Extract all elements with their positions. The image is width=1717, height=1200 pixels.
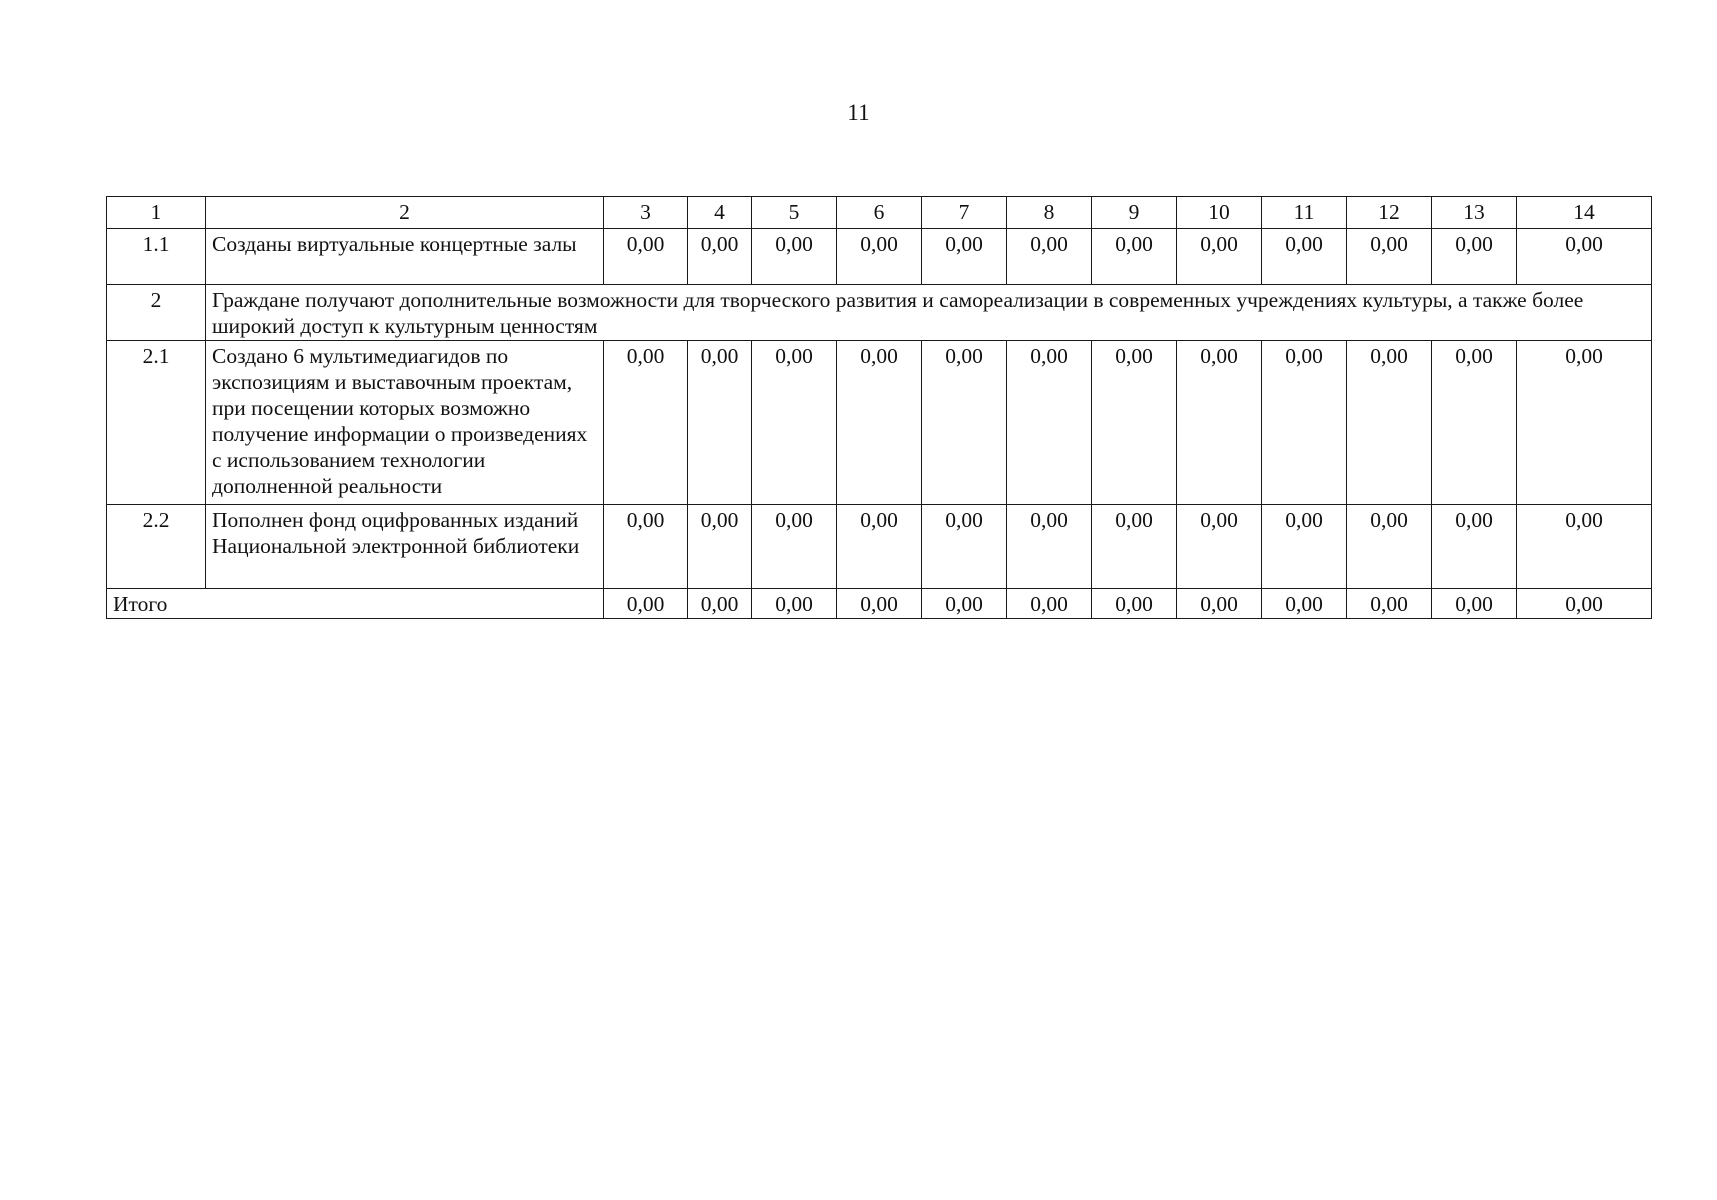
value-cell: 0,00	[1347, 505, 1432, 589]
total-value-cell: 0,00	[1177, 589, 1262, 619]
header-cell: 9	[1092, 197, 1177, 229]
value-cell: 0,00	[1177, 229, 1262, 285]
value-cell: 0,00	[1092, 505, 1177, 589]
value-cell: 0,00	[752, 229, 837, 285]
header-cell: 8	[1007, 197, 1092, 229]
table-row	[107, 505, 1652, 589]
value-cell: 0,00	[752, 505, 837, 589]
total-value-cell: 0,00	[1517, 589, 1652, 619]
row-label: Создано 6 мультимедиагидов по экспозициям и выставочным проектам, при посещении которых возможно получение информации о произведениях с использованием технологии дополненной реальности	[206, 341, 604, 505]
value-cell: 0,00	[837, 229, 922, 285]
value-cell: 0,00	[1347, 229, 1432, 285]
value-cell: 0,00	[922, 341, 1007, 505]
value-cell: 0,00	[1262, 229, 1347, 285]
row-number: 1.1	[107, 229, 206, 285]
value-cell: 0,00	[922, 229, 1007, 285]
row-number: 2.1	[107, 341, 206, 505]
value-cell: 0,00	[837, 341, 922, 505]
total-value-cell: 0,00	[752, 589, 837, 619]
header-cell: 10	[1177, 197, 1262, 229]
value-cell: 0,00	[752, 341, 837, 505]
value-cell: 0,00	[1177, 505, 1262, 589]
value-cell: 0,00	[1007, 505, 1092, 589]
value-cell: 0,00	[1517, 505, 1652, 589]
value-cell: 0,00	[604, 229, 688, 285]
report-table	[106, 196, 1652, 619]
header-row	[107, 197, 1652, 229]
total-row	[107, 589, 1652, 619]
header-cell: 5	[752, 197, 837, 229]
value-cell: 0,00	[922, 505, 1007, 589]
section-number: 2	[107, 285, 206, 341]
total-value-cell: 0,00	[1262, 589, 1347, 619]
header-cell: 13	[1432, 197, 1517, 229]
header-cell: 14	[1517, 197, 1652, 229]
value-cell: 0,00	[1177, 341, 1262, 505]
row-label: Пополнен фонд оцифрованных изданий Национальной электронной библиотеки	[206, 505, 604, 589]
value-cell: 0,00	[1007, 229, 1092, 285]
total-value-cell: 0,00	[688, 589, 752, 619]
total-value-cell: 0,00	[1347, 589, 1432, 619]
header-cell: 11	[1262, 197, 1347, 229]
value-cell: 0,00	[1432, 341, 1517, 505]
header-cell: 2	[206, 197, 604, 229]
value-cell: 0,00	[688, 229, 752, 285]
value-cell: 0,00	[1517, 229, 1652, 285]
header-cell: 3	[604, 197, 688, 229]
total-value-cell: 0,00	[1092, 589, 1177, 619]
value-cell: 0,00	[1432, 505, 1517, 589]
total-label: Итого	[107, 589, 604, 619]
total-value-cell: 0,00	[837, 589, 922, 619]
value-cell: 0,00	[688, 505, 752, 589]
section-row	[107, 285, 1652, 341]
header-cell: 1	[107, 197, 206, 229]
value-cell: 0,00	[1092, 341, 1177, 505]
value-cell: 0,00	[1092, 229, 1177, 285]
row-label: Созданы виртуальные концертные залы	[206, 229, 604, 285]
total-value-cell: 0,00	[922, 589, 1007, 619]
page-number: 11	[847, 100, 870, 125]
total-value-cell: 0,00	[1007, 589, 1092, 619]
value-cell: 0,00	[1347, 341, 1432, 505]
value-cell: 0,00	[604, 505, 688, 589]
value-cell: 0,00	[1517, 341, 1652, 505]
header-cell: 12	[1347, 197, 1432, 229]
value-cell: 0,00	[1432, 229, 1517, 285]
row-number: 2.2	[107, 505, 206, 589]
value-cell: 0,00	[1262, 505, 1347, 589]
value-cell: 0,00	[1007, 341, 1092, 505]
header-cell: 4	[688, 197, 752, 229]
table-row	[107, 229, 1652, 285]
section-title: Граждане получают дополнительные возможности для творческого развития и самореализации в современных учреждениях культуры, а также более широкий доступ к культурным ценностям	[206, 285, 1652, 341]
total-value-cell: 0,00	[1432, 589, 1517, 619]
table-row	[107, 341, 1652, 505]
value-cell: 0,00	[604, 341, 688, 505]
header-cell: 7	[922, 197, 1007, 229]
value-cell: 0,00	[1262, 341, 1347, 505]
value-cell: 0,00	[688, 341, 752, 505]
total-value-cell: 0,00	[604, 589, 688, 619]
header-cell: 6	[837, 197, 922, 229]
value-cell: 0,00	[837, 505, 922, 589]
